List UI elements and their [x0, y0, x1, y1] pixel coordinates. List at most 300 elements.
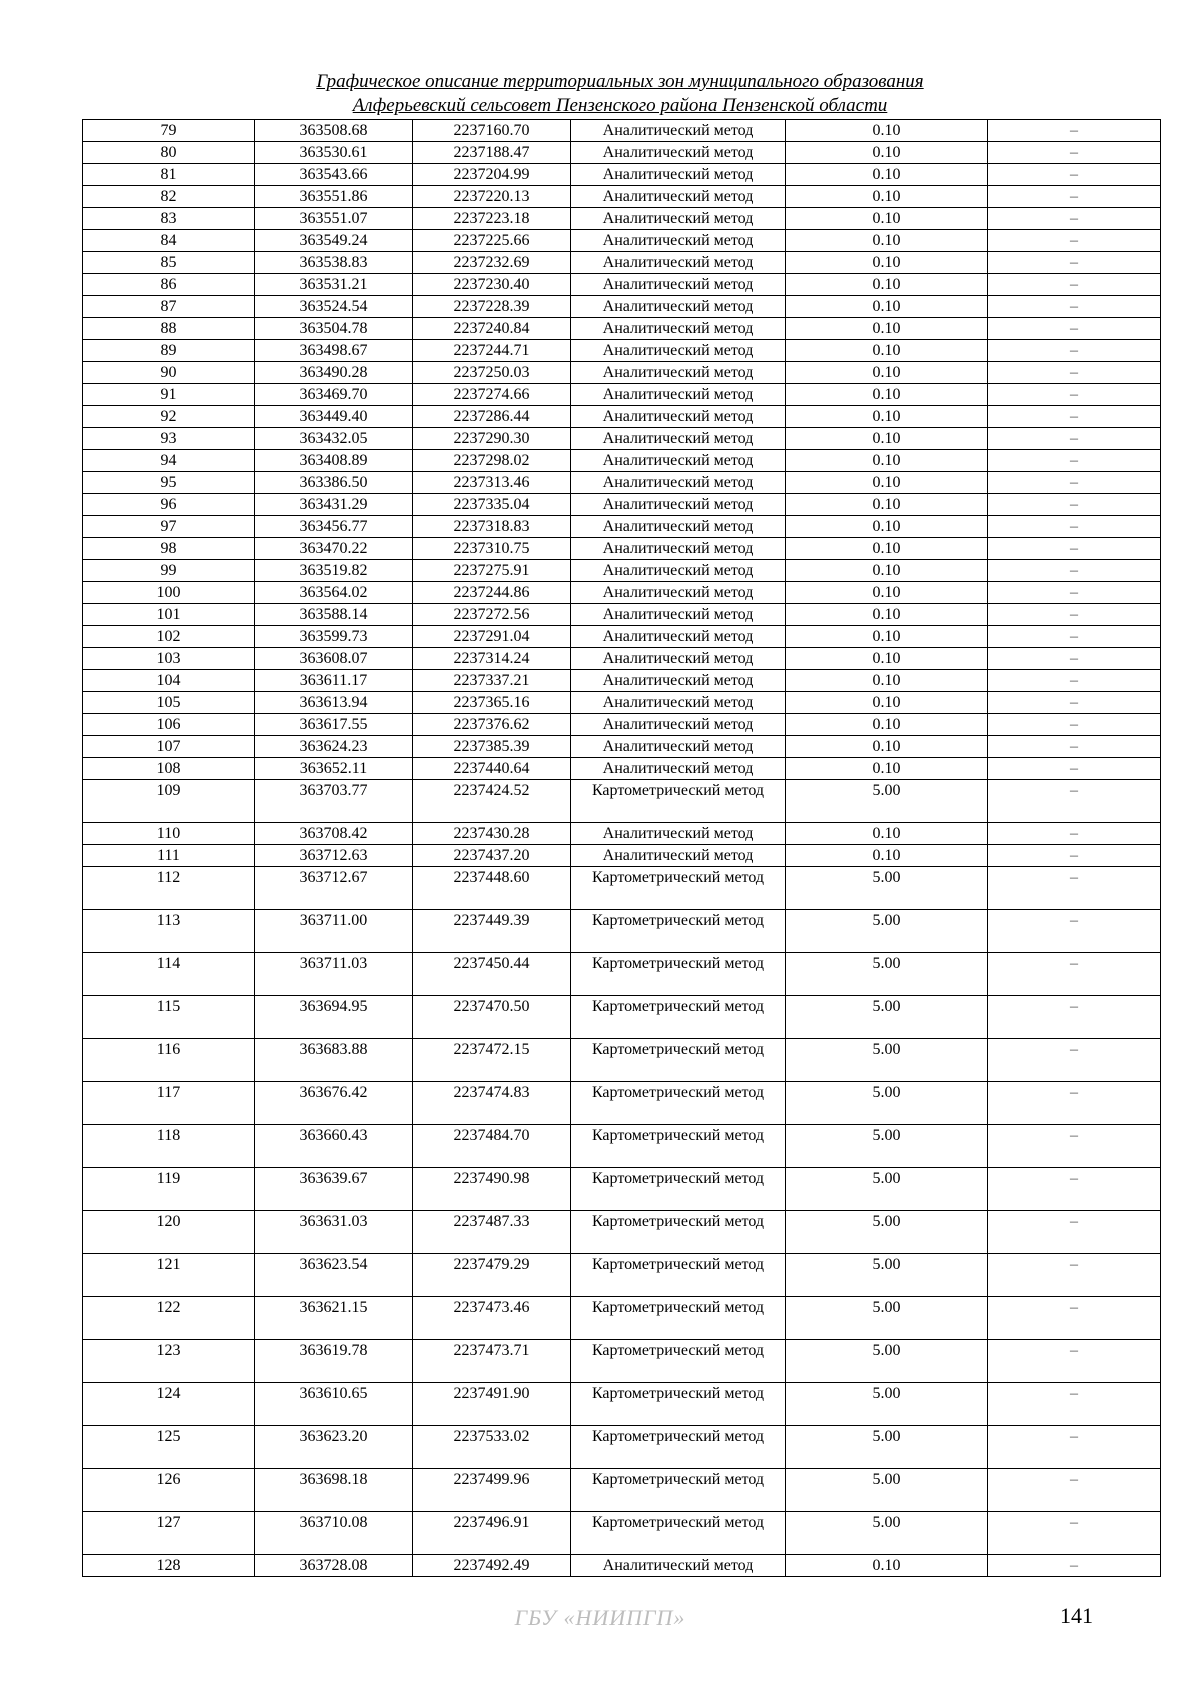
description-cell: – [988, 274, 1161, 296]
y-coordinate-cell: 2237450.44 [413, 953, 571, 996]
precision-cell: 0.10 [786, 428, 988, 450]
table-row [83, 1340, 1161, 1383]
y-coordinate-cell: 2237220.13 [413, 186, 571, 208]
table-row [83, 1211, 1161, 1254]
point-number-cell: 79 [83, 120, 255, 142]
y-coordinate-cell: 2237491.90 [413, 1383, 571, 1426]
y-coordinate-cell: 2237318.83 [413, 516, 571, 538]
y-coordinate-cell: 2237479.29 [413, 1254, 571, 1297]
precision-cell: 5.00 [786, 1426, 988, 1469]
x-coordinate-cell: 363538.83 [255, 252, 413, 274]
y-coordinate-cell: 2237473.46 [413, 1297, 571, 1340]
description-cell: – [988, 1426, 1161, 1469]
y-coordinate-cell: 2237223.18 [413, 208, 571, 230]
y-coordinate-cell: 2237385.39 [413, 736, 571, 758]
precision-cell: 0.10 [786, 406, 988, 428]
description-cell: – [988, 1082, 1161, 1125]
table-row [83, 1168, 1161, 1211]
precision-cell: 0.10 [786, 714, 988, 736]
description-cell: – [988, 164, 1161, 186]
x-coordinate-cell: 363703.77 [255, 780, 413, 823]
point-number-cell: 124 [83, 1383, 255, 1426]
x-coordinate-cell: 363631.03 [255, 1211, 413, 1254]
description-cell: – [988, 340, 1161, 362]
y-coordinate-cell: 2237310.75 [413, 538, 571, 560]
precision-cell: 5.00 [786, 1039, 988, 1082]
method-cell: Аналитический метод [571, 560, 786, 582]
point-number-cell: 118 [83, 1125, 255, 1168]
precision-cell: 5.00 [786, 1469, 988, 1512]
y-coordinate-cell: 2237440.64 [413, 758, 571, 780]
precision-cell: 5.00 [786, 1254, 988, 1297]
description-cell: – [988, 362, 1161, 384]
point-number-cell: 91 [83, 384, 255, 406]
precision-cell: 0.10 [786, 472, 988, 494]
y-coordinate-cell: 2237430.28 [413, 823, 571, 845]
precision-cell: 0.10 [786, 164, 988, 186]
point-number-cell: 114 [83, 953, 255, 996]
precision-cell: 0.10 [786, 538, 988, 560]
method-cell: Картометрический метод [571, 780, 786, 823]
description-cell: – [988, 120, 1161, 142]
method-cell: Картометрический метод [571, 1469, 786, 1512]
x-coordinate-cell: 363610.65 [255, 1383, 413, 1426]
x-coordinate-cell: 363676.42 [255, 1082, 413, 1125]
method-cell: Аналитический метод [571, 428, 786, 450]
table-row [83, 252, 1161, 274]
x-coordinate-cell: 363617.55 [255, 714, 413, 736]
x-coordinate-cell: 363712.67 [255, 867, 413, 910]
method-cell: Аналитический метод [571, 648, 786, 670]
x-coordinate-cell: 363386.50 [255, 472, 413, 494]
method-cell: Картометрический метод [571, 1039, 786, 1082]
x-coordinate-cell: 363639.67 [255, 1168, 413, 1211]
description-cell: – [988, 670, 1161, 692]
point-number-cell: 106 [83, 714, 255, 736]
point-number-cell: 115 [83, 996, 255, 1039]
table-row [83, 318, 1161, 340]
precision-cell: 0.10 [786, 648, 988, 670]
point-number-cell: 85 [83, 252, 255, 274]
description-cell: – [988, 142, 1161, 164]
point-number-cell: 92 [83, 406, 255, 428]
precision-cell: 0.10 [786, 692, 988, 714]
y-coordinate-cell: 2237230.40 [413, 274, 571, 296]
method-cell: Картометрический метод [571, 996, 786, 1039]
x-coordinate-cell: 363711.00 [255, 910, 413, 953]
x-coordinate-cell: 363608.07 [255, 648, 413, 670]
point-number-cell: 119 [83, 1168, 255, 1211]
method-cell: Картометрический метод [571, 1125, 786, 1168]
precision-cell: 5.00 [786, 1211, 988, 1254]
table-row [83, 1082, 1161, 1125]
precision-cell: 0.10 [786, 516, 988, 538]
point-number-cell: 90 [83, 362, 255, 384]
table-row [83, 714, 1161, 736]
x-coordinate-cell: 363408.89 [255, 450, 413, 472]
point-number-cell: 83 [83, 208, 255, 230]
x-coordinate-cell: 363623.20 [255, 1426, 413, 1469]
description-cell: – [988, 472, 1161, 494]
method-cell: Аналитический метод [571, 450, 786, 472]
precision-cell: 0.10 [786, 340, 988, 362]
description-cell: – [988, 208, 1161, 230]
precision-cell: 0.10 [786, 186, 988, 208]
point-number-cell: 82 [83, 186, 255, 208]
y-coordinate-cell: 2237492.49 [413, 1555, 571, 1577]
method-cell: Аналитический метод [571, 252, 786, 274]
point-number-cell: 101 [83, 604, 255, 626]
description-cell: – [988, 1254, 1161, 1297]
point-number-cell: 98 [83, 538, 255, 560]
y-coordinate-cell: 2237484.70 [413, 1125, 571, 1168]
coordinates-table [82, 119, 1161, 1577]
description-cell: – [988, 516, 1161, 538]
y-coordinate-cell: 2237204.99 [413, 164, 571, 186]
x-coordinate-cell: 363551.86 [255, 186, 413, 208]
x-coordinate-cell: 363652.11 [255, 758, 413, 780]
precision-cell: 0.10 [786, 296, 988, 318]
method-cell: Аналитический метод [571, 714, 786, 736]
point-number-cell: 122 [83, 1297, 255, 1340]
description-cell: – [988, 560, 1161, 582]
point-number-cell: 97 [83, 516, 255, 538]
table-row [83, 823, 1161, 845]
coordinates-table-body [83, 120, 1161, 1577]
method-cell: Аналитический метод [571, 845, 786, 867]
precision-cell: 0.10 [786, 230, 988, 252]
precision-cell: 5.00 [786, 1512, 988, 1555]
y-coordinate-cell: 2237313.46 [413, 472, 571, 494]
footer-organization: ГБУ «НИИПГП» [514, 1605, 686, 1630]
point-number-cell: 107 [83, 736, 255, 758]
method-cell: Картометрический метод [571, 953, 786, 996]
table-row [83, 406, 1161, 428]
y-coordinate-cell: 2237365.16 [413, 692, 571, 714]
table-row [83, 142, 1161, 164]
table-row [83, 1254, 1161, 1297]
method-cell: Аналитический метод [571, 516, 786, 538]
y-coordinate-cell: 2237314.24 [413, 648, 571, 670]
y-coordinate-cell: 2237274.66 [413, 384, 571, 406]
y-coordinate-cell: 2237335.04 [413, 494, 571, 516]
y-coordinate-cell: 2237376.62 [413, 714, 571, 736]
x-coordinate-cell: 363551.07 [255, 208, 413, 230]
point-number-cell: 128 [83, 1555, 255, 1577]
point-number-cell: 110 [83, 823, 255, 845]
precision-cell: 0.10 [786, 494, 988, 516]
x-coordinate-cell: 363708.42 [255, 823, 413, 845]
method-cell: Аналитический метод [571, 604, 786, 626]
x-coordinate-cell: 363621.15 [255, 1297, 413, 1340]
table-row [83, 1426, 1161, 1469]
x-coordinate-cell: 363588.14 [255, 604, 413, 626]
table-row [83, 582, 1161, 604]
method-cell: Аналитический метод [571, 538, 786, 560]
precision-cell: 0.10 [786, 362, 988, 384]
description-cell: – [988, 1383, 1161, 1426]
precision-cell: 0.10 [786, 758, 988, 780]
table-row [83, 1469, 1161, 1512]
point-number-cell: 99 [83, 560, 255, 582]
point-number-cell: 120 [83, 1211, 255, 1254]
point-number-cell: 94 [83, 450, 255, 472]
point-number-cell: 102 [83, 626, 255, 648]
y-coordinate-cell: 2237225.66 [413, 230, 571, 252]
table-row [83, 626, 1161, 648]
y-coordinate-cell: 2237449.39 [413, 910, 571, 953]
method-cell: Картометрический метод [571, 1297, 786, 1340]
precision-cell: 0.10 [786, 384, 988, 406]
x-coordinate-cell: 363469.70 [255, 384, 413, 406]
x-coordinate-cell: 363683.88 [255, 1039, 413, 1082]
page-number: 141 [1060, 1603, 1093, 1628]
table-row [83, 428, 1161, 450]
precision-cell: 0.10 [786, 582, 988, 604]
y-coordinate-cell: 2237448.60 [413, 867, 571, 910]
method-cell: Картометрический метод [571, 1082, 786, 1125]
y-coordinate-cell: 2237275.91 [413, 560, 571, 582]
y-coordinate-cell: 2237470.50 [413, 996, 571, 1039]
method-cell: Аналитический метод [571, 406, 786, 428]
description-cell: – [988, 758, 1161, 780]
method-cell: Аналитический метод [571, 758, 786, 780]
point-number-cell: 116 [83, 1039, 255, 1082]
precision-cell: 0.10 [786, 604, 988, 626]
method-cell: Аналитический метод [571, 736, 786, 758]
precision-cell: 0.10 [786, 318, 988, 340]
y-coordinate-cell: 2237188.47 [413, 142, 571, 164]
point-number-cell: 105 [83, 692, 255, 714]
point-number-cell: 96 [83, 494, 255, 516]
method-cell: Аналитический метод [571, 164, 786, 186]
point-number-cell: 113 [83, 910, 255, 953]
description-cell: – [988, 230, 1161, 252]
point-number-cell: 111 [83, 845, 255, 867]
table-row [83, 1297, 1161, 1340]
precision-cell: 5.00 [786, 1297, 988, 1340]
table-row [83, 340, 1161, 362]
method-cell: Аналитический метод [571, 208, 786, 230]
y-coordinate-cell: 2237499.96 [413, 1469, 571, 1512]
method-cell: Аналитический метод [571, 384, 786, 406]
y-coordinate-cell: 2237487.33 [413, 1211, 571, 1254]
method-cell: Аналитический метод [571, 120, 786, 142]
y-coordinate-cell: 2237290.30 [413, 428, 571, 450]
precision-cell: 0.10 [786, 560, 988, 582]
point-number-cell: 104 [83, 670, 255, 692]
precision-cell: 5.00 [786, 996, 988, 1039]
description-cell: – [988, 867, 1161, 910]
description-cell: – [988, 953, 1161, 996]
method-cell: Аналитический метод [571, 362, 786, 384]
x-coordinate-cell: 363519.82 [255, 560, 413, 582]
description-cell: – [988, 648, 1161, 670]
table-row [83, 120, 1161, 142]
precision-cell: 5.00 [786, 953, 988, 996]
x-coordinate-cell: 363530.61 [255, 142, 413, 164]
description-cell: – [988, 384, 1161, 406]
point-number-cell: 88 [83, 318, 255, 340]
point-number-cell: 109 [83, 780, 255, 823]
description-cell: – [988, 1469, 1161, 1512]
table-row [83, 953, 1161, 996]
table-row [83, 1039, 1161, 1082]
y-coordinate-cell: 2237533.02 [413, 1426, 571, 1469]
precision-cell: 0.10 [786, 208, 988, 230]
x-coordinate-cell: 363432.05 [255, 428, 413, 450]
table-row [83, 516, 1161, 538]
precision-cell: 0.10 [786, 823, 988, 845]
table-row [83, 296, 1161, 318]
x-coordinate-cell: 363599.73 [255, 626, 413, 648]
precision-cell: 5.00 [786, 1340, 988, 1383]
x-coordinate-cell: 363728.08 [255, 1555, 413, 1577]
x-coordinate-cell: 363660.43 [255, 1125, 413, 1168]
header-line-1: Графическое описание территориальных зон муниципального образования [316, 71, 924, 92]
y-coordinate-cell: 2237474.83 [413, 1082, 571, 1125]
method-cell: Аналитический метод [571, 494, 786, 516]
x-coordinate-cell: 363470.22 [255, 538, 413, 560]
table-row [83, 362, 1161, 384]
y-coordinate-cell: 2237337.21 [413, 670, 571, 692]
method-cell: Аналитический метод [571, 186, 786, 208]
y-coordinate-cell: 2237244.71 [413, 340, 571, 362]
x-coordinate-cell: 363712.63 [255, 845, 413, 867]
description-cell: – [988, 626, 1161, 648]
table-row [83, 758, 1161, 780]
description-cell: – [988, 252, 1161, 274]
x-coordinate-cell: 363490.28 [255, 362, 413, 384]
description-cell: – [988, 494, 1161, 516]
y-coordinate-cell: 2237437.20 [413, 845, 571, 867]
x-coordinate-cell: 363498.67 [255, 340, 413, 362]
x-coordinate-cell: 363694.95 [255, 996, 413, 1039]
description-cell: – [988, 1340, 1161, 1383]
method-cell: Картометрический метод [571, 1211, 786, 1254]
precision-cell: 0.10 [786, 120, 988, 142]
point-number-cell: 123 [83, 1340, 255, 1383]
point-number-cell: 103 [83, 648, 255, 670]
method-cell: Аналитический метод [571, 582, 786, 604]
description-cell: – [988, 1168, 1161, 1211]
description-cell: – [988, 450, 1161, 472]
description-cell: – [988, 692, 1161, 714]
method-cell: Аналитический метод [571, 626, 786, 648]
precision-cell: 0.10 [786, 670, 988, 692]
method-cell: Картометрический метод [571, 1254, 786, 1297]
table-row [83, 867, 1161, 910]
precision-cell: 0.10 [786, 626, 988, 648]
precision-cell: 5.00 [786, 1168, 988, 1211]
table-row [83, 186, 1161, 208]
x-coordinate-cell: 363456.77 [255, 516, 413, 538]
method-cell: Аналитический метод [571, 230, 786, 252]
y-coordinate-cell: 2237298.02 [413, 450, 571, 472]
x-coordinate-cell: 363613.94 [255, 692, 413, 714]
point-number-cell: 108 [83, 758, 255, 780]
description-cell: – [988, 186, 1161, 208]
precision-cell: 0.10 [786, 252, 988, 274]
method-cell: Картометрический метод [571, 1512, 786, 1555]
y-coordinate-cell: 2237490.98 [413, 1168, 571, 1211]
precision-cell: 0.10 [786, 142, 988, 164]
method-cell: Аналитический метод [571, 823, 786, 845]
table-row [83, 692, 1161, 714]
description-cell: – [988, 1512, 1161, 1555]
description-cell: – [988, 845, 1161, 867]
point-number-cell: 80 [83, 142, 255, 164]
point-number-cell: 87 [83, 296, 255, 318]
description-cell: – [988, 428, 1161, 450]
description-cell: – [988, 1297, 1161, 1340]
x-coordinate-cell: 363543.66 [255, 164, 413, 186]
precision-cell: 5.00 [786, 1383, 988, 1426]
y-coordinate-cell: 2237240.84 [413, 318, 571, 340]
precision-cell: 5.00 [786, 780, 988, 823]
method-cell: Картометрический метод [571, 1340, 786, 1383]
point-number-cell: 86 [83, 274, 255, 296]
x-coordinate-cell: 363611.17 [255, 670, 413, 692]
description-cell: – [988, 582, 1161, 604]
table-row [83, 1383, 1161, 1426]
precision-cell: 0.10 [786, 1555, 988, 1577]
y-coordinate-cell: 2237496.91 [413, 1512, 571, 1555]
method-cell: Аналитический метод [571, 1555, 786, 1577]
description-cell: – [988, 996, 1161, 1039]
point-number-cell: 81 [83, 164, 255, 186]
y-coordinate-cell: 2237160.70 [413, 120, 571, 142]
description-cell: – [988, 1211, 1161, 1254]
method-cell: Аналитический метод [571, 670, 786, 692]
table-row [83, 996, 1161, 1039]
x-coordinate-cell: 363624.23 [255, 736, 413, 758]
table-row [83, 648, 1161, 670]
header-line-2: Алферьевский сельсовет Пензенского района Пензенской области [352, 95, 888, 116]
method-cell: Аналитический метод [571, 692, 786, 714]
method-cell: Аналитический метод [571, 340, 786, 362]
table-row [83, 560, 1161, 582]
method-cell: Аналитический метод [571, 296, 786, 318]
table-row [83, 604, 1161, 626]
y-coordinate-cell: 2237228.39 [413, 296, 571, 318]
table-row [83, 538, 1161, 560]
method-cell: Картометрический метод [571, 1426, 786, 1469]
method-cell: Картометрический метод [571, 1168, 786, 1211]
precision-cell: 5.00 [786, 1082, 988, 1125]
description-cell: – [988, 780, 1161, 823]
point-number-cell: 93 [83, 428, 255, 450]
point-number-cell: 100 [83, 582, 255, 604]
precision-cell: 0.10 [786, 450, 988, 472]
precision-cell: 5.00 [786, 867, 988, 910]
table-row [83, 780, 1161, 823]
table-row [83, 274, 1161, 296]
x-coordinate-cell: 363549.24 [255, 230, 413, 252]
table-row [83, 450, 1161, 472]
table-row [83, 1512, 1161, 1555]
precision-cell: 0.10 [786, 274, 988, 296]
x-coordinate-cell: 363431.29 [255, 494, 413, 516]
description-cell: – [988, 604, 1161, 626]
x-coordinate-cell: 363698.18 [255, 1469, 413, 1512]
description-cell: – [988, 714, 1161, 736]
description-cell: – [988, 538, 1161, 560]
point-number-cell: 84 [83, 230, 255, 252]
description-cell: – [988, 1555, 1161, 1577]
point-number-cell: 121 [83, 1254, 255, 1297]
description-cell: – [988, 1039, 1161, 1082]
